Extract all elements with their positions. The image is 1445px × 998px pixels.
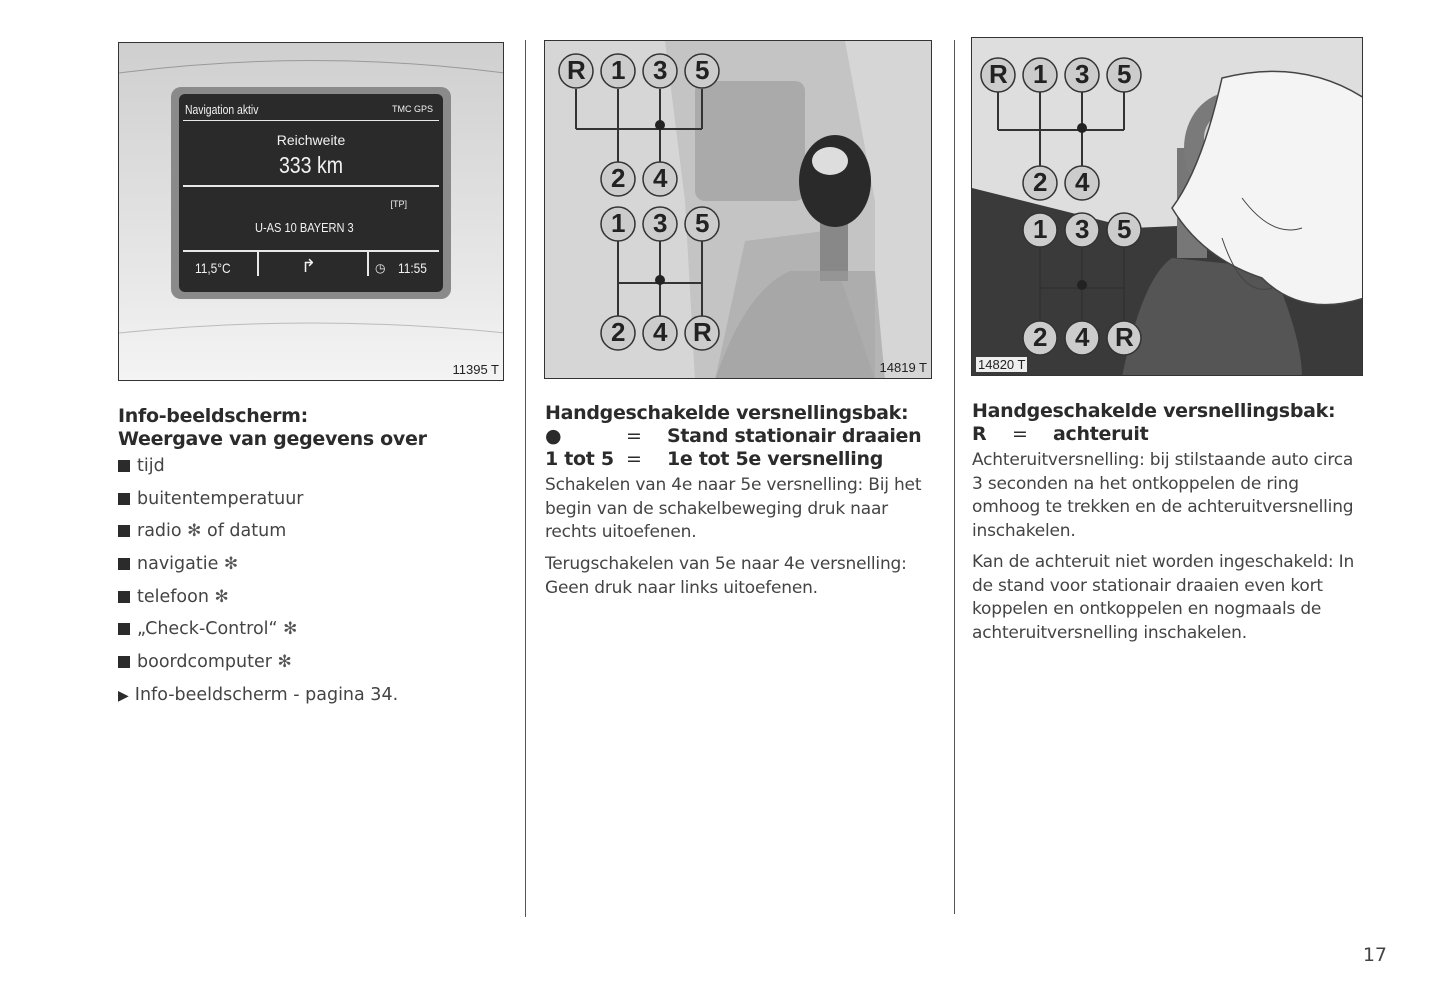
gear-label-2: 2 <box>611 317 626 347</box>
col3-paragraph-2: Kan de achteruit niet worden ingeschakeld: In de stand voor stationair draaien even kort koppelen en ontkoppelen en nogmaals de achteruitversnelling inschakelen. <box>972 552 1355 643</box>
option-star-icon: ✻ <box>283 619 298 640</box>
gear-label-3: 3 <box>653 55 668 85</box>
gear-label-1: 1 <box>611 208 626 238</box>
option-star-icon: ✻ <box>187 521 202 542</box>
col1-heading-line2: Weergave van gegevens over <box>118 428 427 450</box>
gear-label-r: R <box>693 317 712 347</box>
gear-label-2: 2 <box>1033 167 1048 197</box>
bullet-square-icon <box>118 558 130 570</box>
list-item[interactable] <box>118 682 398 715</box>
list-item: „Check-Control“ ✻ <box>118 616 398 649</box>
bullet-square-icon <box>118 623 130 635</box>
gear-label-3: 3 <box>653 208 668 238</box>
gear-label-r: R <box>989 59 1008 89</box>
gear-label-2: 2 <box>1033 322 1048 352</box>
col2-paragraph-2: Terugschakelen van 5e naar 4e versnelling: Geen druk naar links uitoefenen. <box>545 554 907 598</box>
gear-label-1: 1 <box>611 55 626 85</box>
col3-paragraph-1: Achteruitversnelling: bij stilstaande auto circa 3 seconden na het ontkoppelen de ring omhoog te trekken en de achteruitversnelling inschakelen. <box>972 450 1354 541</box>
column-divider-2 <box>954 40 955 914</box>
gear-label-4: 4 <box>653 317 668 347</box>
gear-label-5: 5 <box>1117 59 1132 89</box>
gear-label-4: 4 <box>1075 322 1090 352</box>
info-display-screen <box>179 94 443 292</box>
column-divider-1 <box>525 40 526 917</box>
list-item: boordcomputer ✻ <box>118 649 398 682</box>
col1-heading-line1: Info-beeldscherm: <box>118 405 308 427</box>
display-info-list <box>118 453 398 715</box>
display-range-label: Reichweite <box>276 132 346 148</box>
gearshift-figure-1 <box>544 40 932 379</box>
col2-def2-eq: = <box>626 448 642 470</box>
col2-def2-val: 1e tot 5e versnelling <box>667 448 884 470</box>
gear-label-2: 2 <box>611 163 626 193</box>
figure-code: 11395 T <box>452 362 499 377</box>
bullet-square-icon <box>118 656 130 668</box>
clock-icon: ◷ <box>375 261 386 275</box>
bullet-square-icon <box>118 525 130 537</box>
option-star-icon: ✻ <box>277 652 292 673</box>
display-status-title: Navigation aktiv <box>185 102 259 117</box>
info-display-figure <box>118 42 504 381</box>
col3-def-key: R <box>972 423 987 445</box>
gear-label-4: 4 <box>1075 167 1090 197</box>
gear-label-1: 1 <box>1033 214 1048 244</box>
gear-label-r: R <box>567 55 586 85</box>
display-range-value: 333 km <box>278 152 344 178</box>
route-icon: ↱ <box>301 256 317 276</box>
col3-def-val: achteruit <box>1053 423 1149 445</box>
gear-label-3: 3 <box>1075 214 1090 244</box>
page-reference-link[interactable]: Info-beeldscherm - pagina 34. <box>134 684 399 705</box>
gearshift-figure-2 <box>971 37 1363 376</box>
option-star-icon: ✻ <box>223 554 239 575</box>
gear-label-r: R <box>1115 322 1134 352</box>
col3-heading: Handgeschakelde versnellingsbak: <box>972 400 1336 422</box>
col2-def2-key: 1 tot 5 <box>545 448 614 470</box>
col2-def1-key: ● <box>545 425 562 447</box>
display-status-icons: TMC GPS <box>391 104 433 114</box>
col2-def1-val: Stand stationair draaien <box>667 425 922 447</box>
reference-arrow-icon: ▶ <box>118 687 129 704</box>
list-item: navigatie ✻ <box>118 551 398 584</box>
display-tp: [TP] <box>390 199 407 209</box>
gear-label-5: 5 <box>1117 214 1132 244</box>
page-number: 17 <box>1362 944 1387 966</box>
gear-label-5: 5 <box>695 55 710 85</box>
col2-def1-eq: = <box>626 425 642 447</box>
col2-paragraph-1: Schakelen van 4e naar 5e versnelling: Bij het begin van de schakelbeweging druk naar rechts uitoefenen. <box>545 475 922 542</box>
list-item: telefoon ✻ <box>118 584 398 617</box>
display-station: U-AS 10 BAYERN 3 <box>255 220 354 235</box>
option-star-icon: ✻ <box>214 586 229 607</box>
gear-label-5: 5 <box>695 208 710 238</box>
list-item: radio ✻ of datum <box>118 518 398 551</box>
list-item: buitentemperatuur <box>118 486 398 519</box>
gear-label-1: 1 <box>1033 59 1048 89</box>
gear-label-4: 4 <box>653 163 668 193</box>
bullet-square-icon <box>118 493 130 505</box>
col3-def-eq: = <box>1012 423 1028 445</box>
list-item: tijd <box>118 453 398 486</box>
col2-heading: Handgeschakelde versnellingsbak: <box>545 402 909 424</box>
display-temperature: 11,5°C <box>195 260 231 276</box>
gear-label-3: 3 <box>1075 59 1090 89</box>
figure-code: 14819 T <box>879 360 927 375</box>
display-clock: 11:55 <box>398 260 427 276</box>
figure-code: 14820 T <box>978 357 1026 372</box>
bullet-square-icon <box>118 591 130 603</box>
bullet-square-icon <box>118 460 130 472</box>
